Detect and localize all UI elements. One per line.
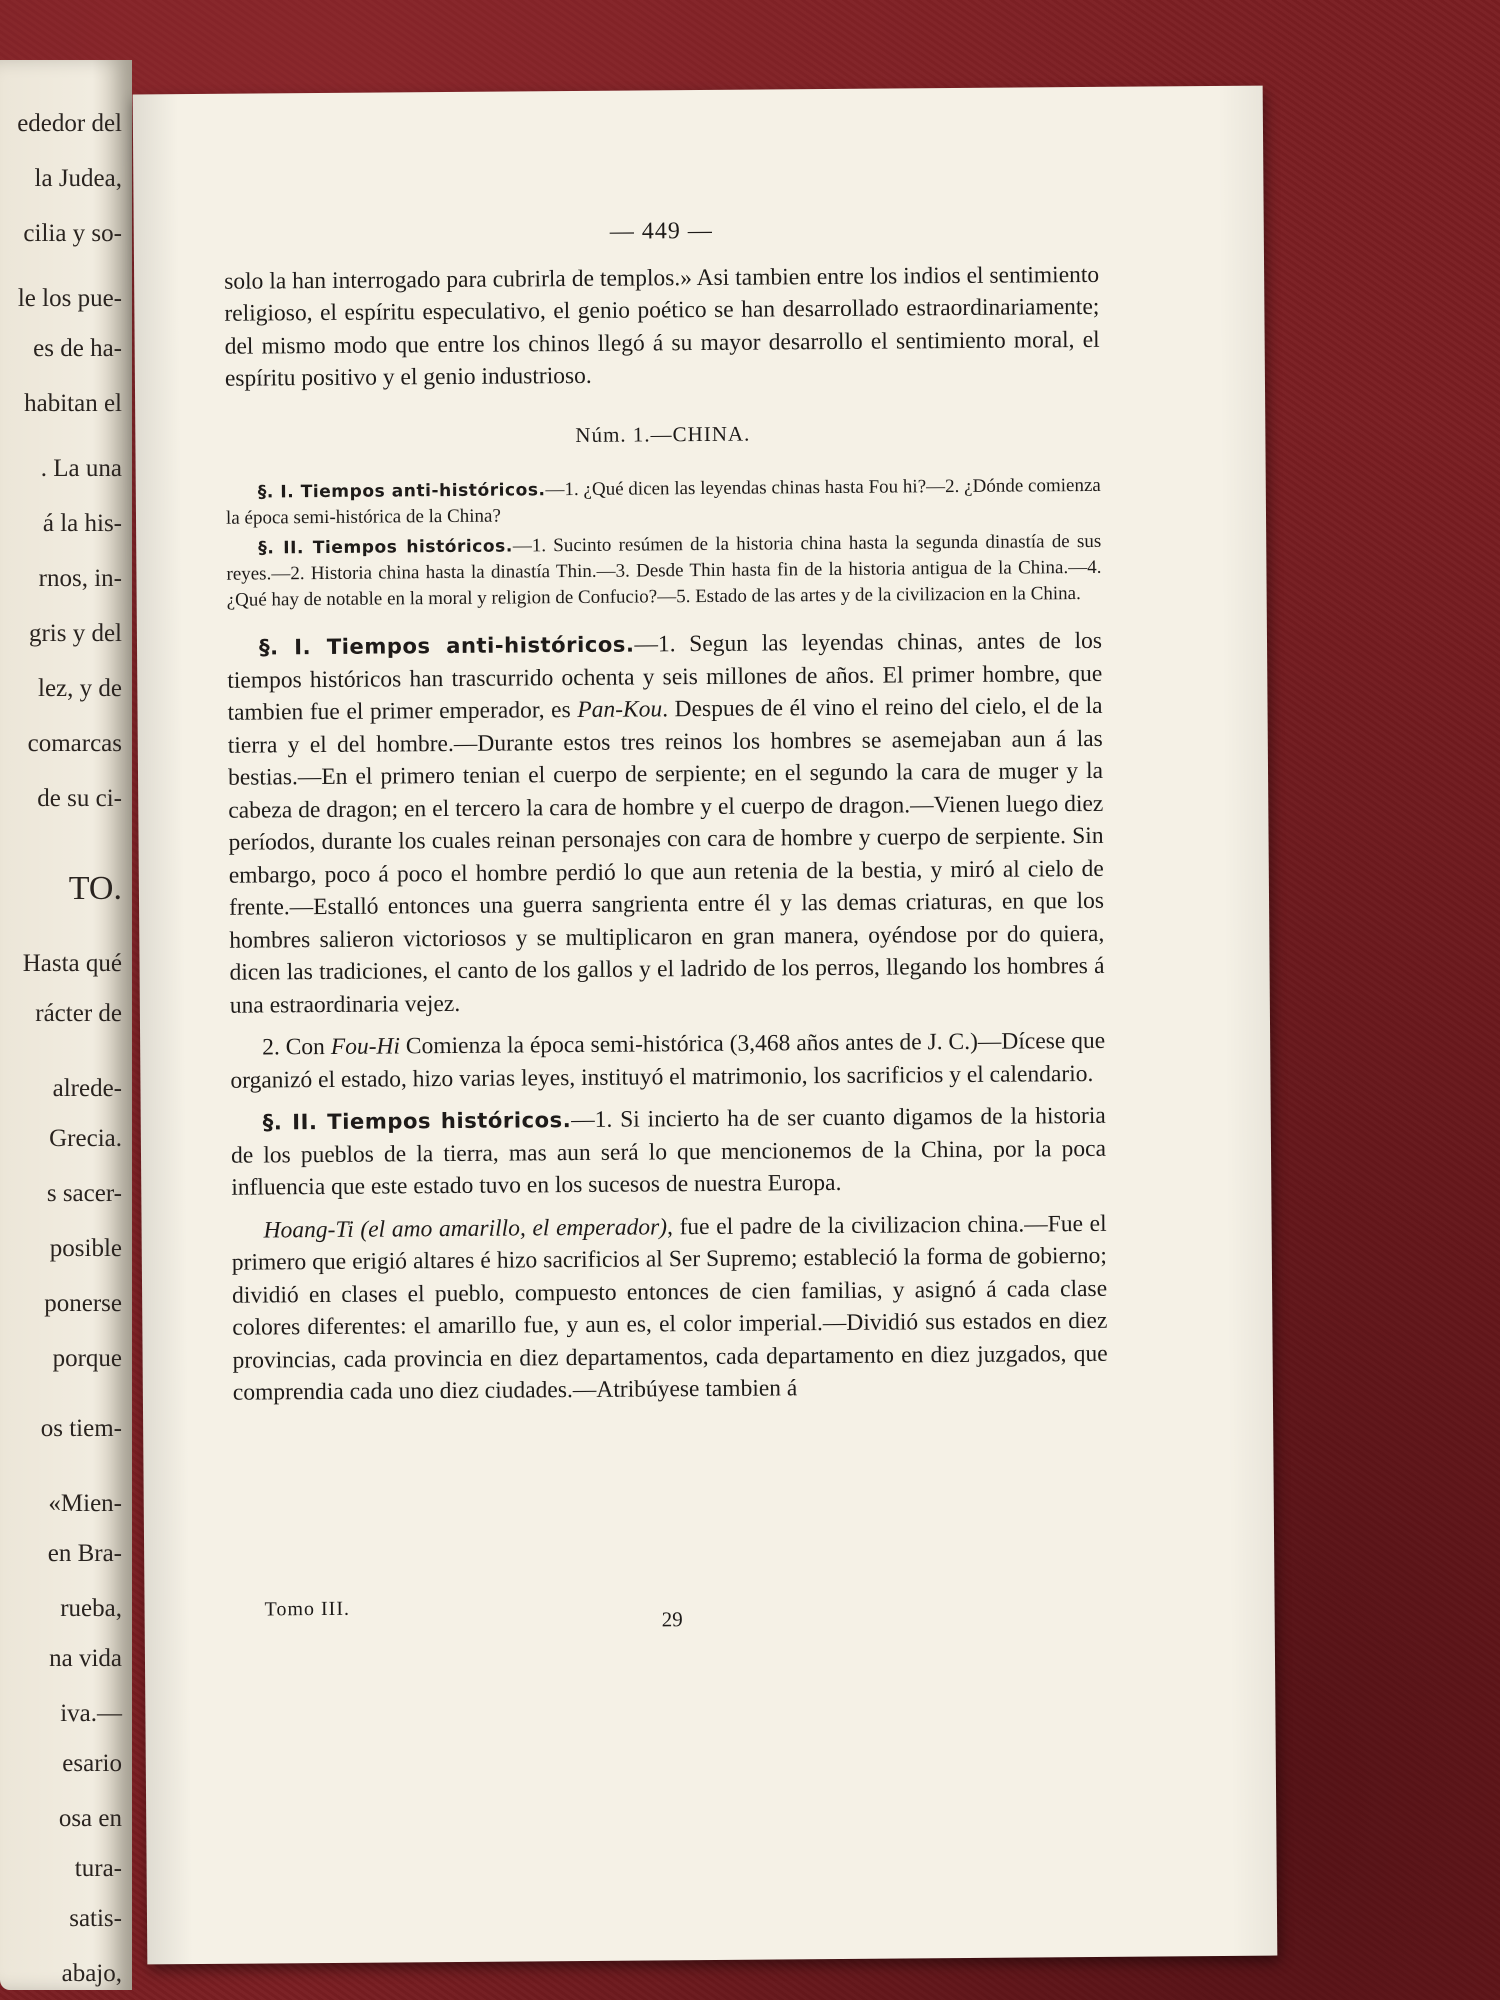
book-page — [133, 86, 1278, 1965]
summary-text: —1. ¿Qué dicen las leyendas chinas hasta Fou hi?—2. ¿Dónde comienza la época semi-histórica de la China? — [225, 474, 1101, 529]
summary-item — [226, 529, 1102, 614]
left-page-fragment: de su ci- — [37, 785, 122, 812]
paragraph-text: —1. Si incierto ha de ser cuanto digamos de la historia de los pueblos de la tierra, mas aun será lo que mencionemos de la China, por la poca influencia que este estado tuvo en los sucesos de nuestra Europa. — [230, 1102, 1107, 1201]
left-page-fragment: cilia y so- — [23, 220, 122, 247]
page-footer — [234, 1592, 1109, 1632]
paragraph-text: , fue el padre de la civilizacion china.—Fue el primero que erigió altares é hizo sacrificios al Ser Supremo; estableció la forma de gobierno; dividió en clases el pueblo, compuesto entonces de cien familias, y asignó á cada clase colores diferentes: el amarillo fue, y aun es, el color imperial.—Dividió sus estados en diez provincias, cada provincia en diez departamentos, cada departamento en diez juzgados, que comprendia cada uno diez ciudades.—Atribúyese tambien á — [231, 1210, 1108, 1406]
section-summaries — [226, 473, 1102, 614]
summary-heading: §. I. Tiempos anti-históricos. — [257, 480, 546, 503]
page-number: — 449 — — [609, 217, 713, 245]
left-page-fragment: esario — [62, 1750, 122, 1777]
left-page-fragment: . La una — [40, 455, 122, 482]
left-page-fragment: osa en — [58, 1805, 122, 1832]
intro-paragraph: solo la han interrogado para cubrirla de templos.» Asi tambien entre los indios el sentimiento religioso, el espíritu especulativo, el genio poético se han desarrollado estraordinariamente; del mismo modo que entre los chinos llegó á su mayor desarrollo el sentimiento moral, el espíritu positivo y el genio industrioso. — [224, 261, 1100, 392]
left-page-fragment: rueba, — [60, 1595, 122, 1622]
left-page-fragment: porque — [52, 1345, 122, 1372]
italic-name: Fou-Hi — [330, 1033, 401, 1060]
left-page-fragment: ededor del — [17, 110, 122, 137]
paragraph-heading: §. I. Tiempos anti-históricos. — [258, 631, 635, 660]
left-page-fragment: rácter de — [35, 1000, 122, 1027]
italic-name: Pan-Kou — [577, 696, 663, 723]
body-paragraph — [227, 625, 1105, 1022]
left-page-fragment: comarcas — [27, 730, 122, 757]
left-page-fragment: gris y del — [28, 620, 122, 647]
left-page-fragment: Hasta qué — [22, 950, 122, 977]
left-page-fragment: posible — [49, 1235, 122, 1262]
left-page-fragment: abajo, — [61, 1960, 122, 1987]
previous-page-edge — [0, 60, 132, 1990]
left-page-fragment: alrede- — [52, 1075, 122, 1102]
left-page-fragment: habitan el — [24, 390, 122, 417]
left-page-fragment: en Bra- — [47, 1540, 122, 1567]
body-paragraph — [230, 1025, 1105, 1097]
left-page-fragment: s sacer- — [46, 1180, 122, 1207]
body-paragraph — [231, 1100, 1107, 1204]
left-page-fragment: Grecia. — [49, 1125, 122, 1152]
left-page-fragment: os tiem- — [40, 1415, 122, 1442]
summary-text: —1. Sucinto resúmen de la historia china hasta la segunda dinastía de sus reyes.—2. Historia china hasta la dinastía Thin.—3. Desde Thin hasta fin de la historia antigua de la China.—4. ¿Qué hay de notable en la moral y religion de Confucio?—5. Estado de las artes y de la civilizacion en la China. — [226, 530, 1102, 611]
left-page-fragment: lez, y de — [38, 675, 122, 702]
paragraph-text: 2. Con — [262, 1033, 331, 1061]
left-page-fragment: tura- — [74, 1855, 122, 1882]
page-text — [224, 212, 1108, 1409]
signature-mark: 29 — [661, 1607, 683, 1632]
paragraph-text: —1. Segun las leyendas chinas, antes de los tiempos históricos han trascurrido ochenta y seis millones de años. El primer hombre, que tambien fue el primer emperador, es — [227, 627, 1103, 726]
left-page-fragment: á la his- — [42, 510, 122, 537]
left-page-fragment: «Mien- — [48, 1490, 122, 1517]
left-page-fragment: na vida — [49, 1645, 122, 1672]
body-paragraph — [231, 1207, 1108, 1409]
left-page-fragment: satis- — [69, 1905, 122, 1932]
left-page-fragment: es de ha- — [33, 335, 122, 362]
left-page-fragment: la Judea, — [34, 165, 122, 192]
left-page-fragment: TO. — [68, 870, 122, 907]
volume-label: Tomo III. — [264, 1597, 351, 1621]
summary-item — [226, 473, 1101, 532]
italic-lead: Hoang-Ti (el amo amarillo, el emperador) — [263, 1213, 668, 1243]
section-title: Núm. 1.—CHINA. — [575, 421, 751, 447]
left-page-fragment: iva.— — [60, 1700, 122, 1727]
summary-heading: §. II. Tiempos históricos. — [258, 536, 513, 559]
left-page-fragment: ponerse — [44, 1290, 122, 1317]
left-page-fragment: rnos, in- — [38, 565, 122, 592]
left-page-fragment: le los pue- — [17, 285, 122, 312]
paragraph-heading: §. II. Tiempos históricos. — [262, 1107, 572, 1135]
paragraph-text: . Despues de él vino el reino del cielo, el de la tierra y el del hombre.—Durante estos tres reinos los hombres se asemejaban aun á las bestias.—En el primero tenian el cuerpo de serpiente; en el segundo la cara de muger y la cabeza de dragon; en el tercero la cara de hombre y el cuerpo de dragon.—Vienen luego diez períodos, durante los cuales reinan personajes con cara de hombre y cuerpo de serpiente. Sin embargo, poco á poco el hombre perdió lo que aun retenia de la bestia, y miró al cielo de frente.—Estalló entonces una guerra sangrienta entre él y las demas criaturas, en que los hombres salieron victoriosos y se multiplicaron en gran manera, oyéndose por do quiera, dicen las tradiciones, el canto de los gallos y el ladrido de los perros, llegando los hombres á una estraordinaria vejez. — [227, 692, 1105, 1019]
paragraph-text: Comienza la época semi-histórica (3,468 años antes de J. C.)—Dícese que organizó el estado, hizo varias leyes, instituyó el matrimonio, los sacrificios y el calendario. — [230, 1027, 1106, 1094]
